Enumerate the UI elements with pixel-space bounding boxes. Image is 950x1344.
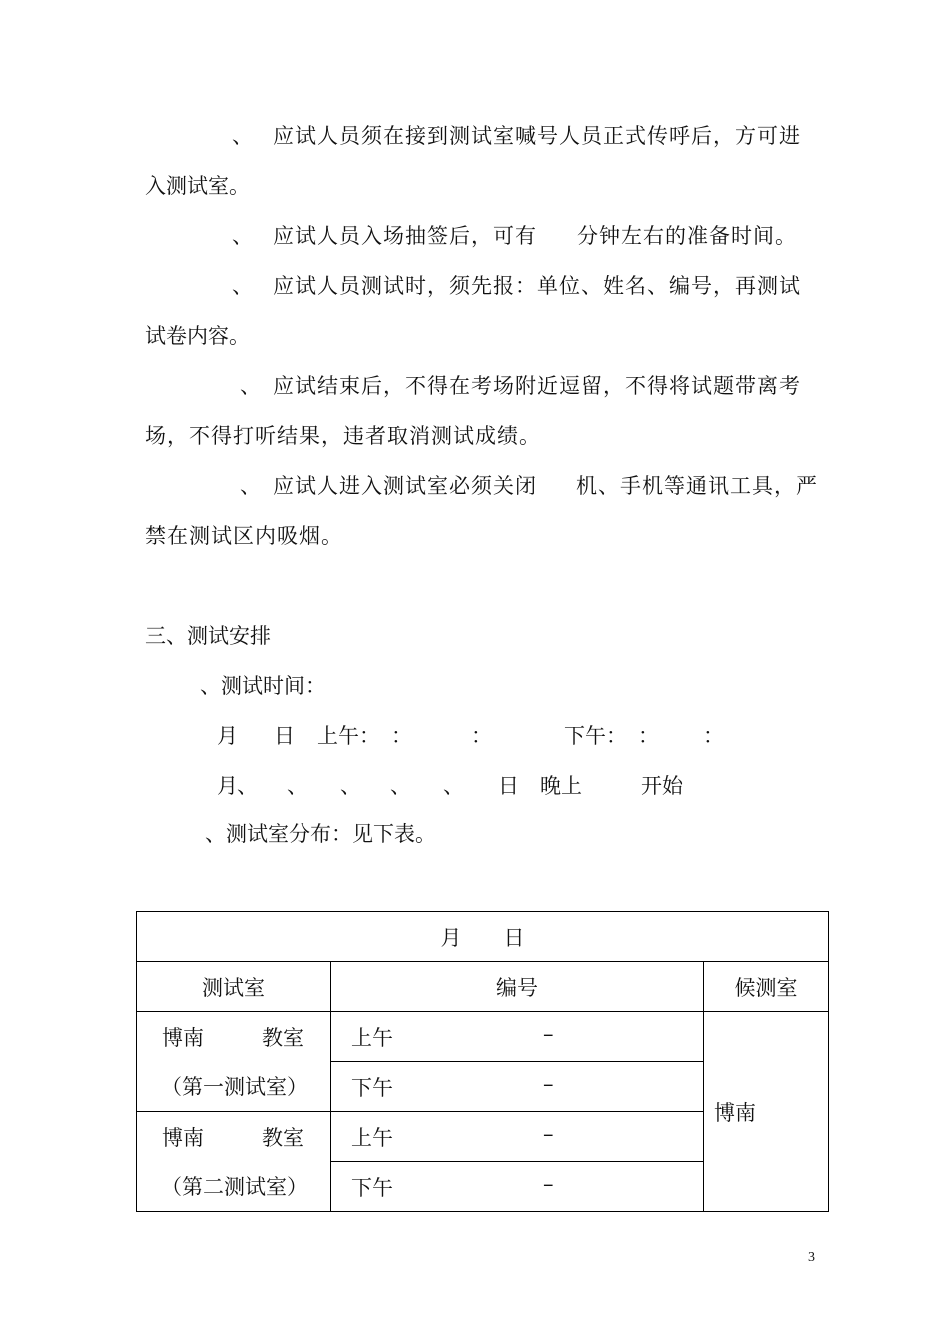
room-type: 教室 bbox=[262, 1026, 304, 1050]
afternoon-label: 下午： bbox=[564, 724, 627, 748]
rule-text: 机、手机等通讯工具，严 bbox=[576, 474, 818, 498]
section-heading: 三、测试安排 bbox=[145, 624, 271, 648]
session-cell bbox=[331, 1062, 704, 1112]
table-row bbox=[137, 1012, 829, 1062]
session-label: 上午 bbox=[351, 1126, 393, 1150]
time-colon: ： bbox=[471, 724, 492, 748]
room-type: 教室 bbox=[262, 1126, 304, 1150]
session-label: 下午 bbox=[351, 1176, 393, 1200]
time-label: 、测试时间： bbox=[200, 674, 326, 698]
rule-text: 应试人员须在接到测试室喊号人员正式传呼后，方可进 bbox=[273, 124, 801, 148]
rule-continuation: 禁在测试区内吸烟。 bbox=[145, 524, 343, 548]
list-separator: 、 bbox=[237, 774, 258, 798]
rule-continuation: 场，不得打听结果，违者取消测试成绩。 bbox=[145, 424, 541, 448]
list-separator: 、 bbox=[443, 774, 464, 798]
rule-text: 应试人员入场抽签后，可有 bbox=[273, 224, 537, 248]
item-separator: 、 bbox=[240, 474, 261, 498]
header-room: 测试室 bbox=[137, 962, 331, 1012]
item-separator: 、 bbox=[240, 374, 261, 398]
room-schedule-table bbox=[136, 911, 829, 1212]
time-colon: ： bbox=[703, 724, 724, 748]
session-cell bbox=[331, 1012, 704, 1062]
month-label: 月 bbox=[217, 774, 238, 798]
number-range: – bbox=[543, 1022, 554, 1046]
number-range: – bbox=[543, 1072, 554, 1096]
month-label: 月 bbox=[217, 724, 238, 748]
item-separator: 、 bbox=[232, 274, 253, 298]
rule-text: 分钟左右的准备时间。 bbox=[577, 224, 797, 248]
table-title: 月 日 bbox=[137, 912, 829, 962]
number-range: – bbox=[543, 1172, 554, 1196]
session-cell bbox=[331, 1162, 704, 1212]
session-label: 上午 bbox=[351, 1026, 393, 1050]
session-cell bbox=[331, 1112, 704, 1162]
page-number: 3 bbox=[808, 1250, 815, 1265]
number-range: – bbox=[543, 1122, 554, 1146]
day-label: 日 bbox=[498, 774, 519, 798]
room-building: 博南 bbox=[162, 1026, 204, 1050]
evening-label: 晚上 bbox=[540, 774, 582, 798]
item-separator: 、 bbox=[232, 224, 253, 248]
session-label: 下午 bbox=[351, 1076, 393, 1100]
morning-label: 上午： bbox=[317, 724, 380, 748]
list-separator: 、 bbox=[390, 774, 411, 798]
rule-continuation: 入测试室。 bbox=[145, 174, 250, 198]
rooms-label: 、测试室分布：见下表。 bbox=[205, 822, 436, 846]
rule-text: 应试人进入测试室必须关闭 bbox=[273, 474, 537, 498]
list-separator: 、 bbox=[287, 774, 308, 798]
day-label: 日 bbox=[274, 724, 295, 748]
start-label: 开始 bbox=[641, 774, 683, 798]
waiting-room-cell: 博南 bbox=[704, 1012, 829, 1212]
rule-text: 应试结束后，不得在考场附近逗留，不得将试题带离考 bbox=[273, 374, 801, 398]
time-colon: ： bbox=[391, 724, 412, 748]
header-waiting-room: 候测室 bbox=[704, 962, 829, 1012]
room-subtitle: （第二测试室） bbox=[161, 1175, 308, 1199]
room-cell bbox=[137, 1112, 331, 1212]
room-building: 博南 bbox=[162, 1126, 204, 1150]
room-cell bbox=[137, 1012, 331, 1112]
list-separator: 、 bbox=[340, 774, 361, 798]
rule-continuation: 试卷内容。 bbox=[145, 324, 250, 348]
room-subtitle: （第一测试室） bbox=[161, 1075, 308, 1099]
rule-text: 应试人员测试时，须先报：单位、姓名、编号，再测试 bbox=[273, 274, 801, 298]
time-colon: ： bbox=[638, 724, 659, 748]
item-separator: 、 bbox=[232, 124, 253, 148]
header-number: 编号 bbox=[331, 962, 704, 1012]
